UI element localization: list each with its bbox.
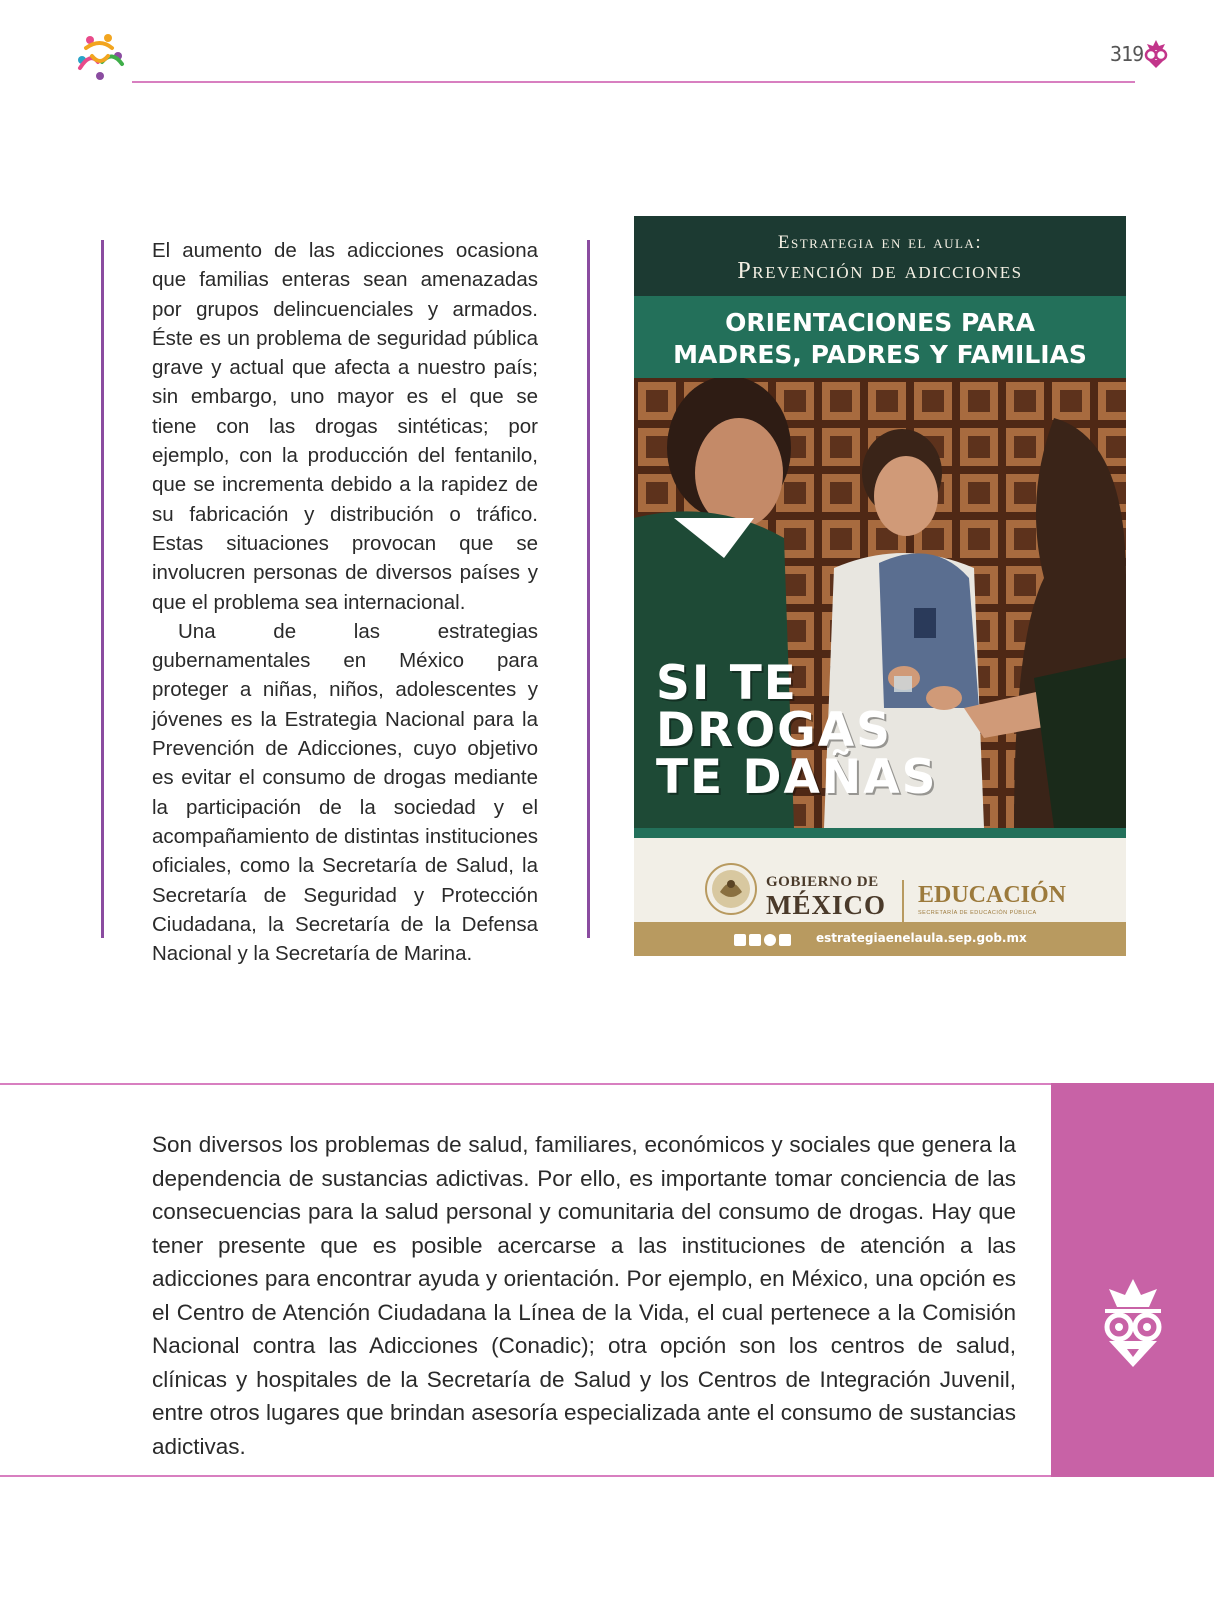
- poster-slogan: [656, 656, 938, 805]
- header-logo: [72, 32, 128, 84]
- bottom-box-text: [152, 1128, 1016, 1463]
- column-bar-left: [101, 240, 104, 938]
- poster-green-stripe: [634, 828, 1126, 838]
- poster-title-line1: Estrategia en el aula:: [777, 232, 983, 253]
- facebook-icon: [734, 934, 746, 946]
- left-column-text: [152, 236, 538, 968]
- poster-subtitle-line2: MADRES, PADRES Y FAMILIAS: [673, 340, 1087, 369]
- box-rule-top: [0, 1083, 1051, 1085]
- educacion-title: EDUCACIÓN: [918, 882, 1067, 908]
- poster-photo: [634, 378, 1126, 828]
- header-rule: [132, 81, 1135, 83]
- side-panel: [1051, 1083, 1214, 1477]
- poster-slogan-line1: SI TE: [656, 656, 798, 711]
- header-ornament: [1144, 40, 1168, 68]
- poster-slogan-line3: TE DAÑAS: [656, 750, 938, 805]
- poster-logos: [634, 838, 1126, 934]
- poster-title-band: [634, 216, 1126, 296]
- column-bar-right: [587, 240, 590, 938]
- twitter-icon: [749, 934, 761, 946]
- logo-divider: [902, 880, 904, 922]
- colorful-dancers-logo-icon: [72, 32, 128, 84]
- paragraph: Una de las estrategias gubernamentales en México para proteger a niñas, niños, adolescentes y jóvenes es la Estrategia Nacional para la Prevención de Adicciones, cuyo objetivo es evitar el consumo de drogas mediante la participación de la sociedad y el acompañamiento de distintas instituciones oficiales, como la Secretaría de Salud, la Secretaría de Seguridad y Protección Ciudadana, la Secretaría de la Defensa Nacional y la Secretaría de Marina.: [152, 619, 538, 966]
- poster-subtitle-band: [634, 296, 1126, 378]
- poster-url: estrategiaenelaula.sep.gob.mx: [816, 931, 1027, 945]
- poster-footer: [634, 922, 1126, 956]
- pink-ornament-icon: [1144, 40, 1168, 68]
- poster: [634, 216, 1126, 956]
- white-ornament-icon: [1101, 1279, 1165, 1367]
- instagram-icon: [764, 934, 776, 946]
- mexico-coat-of-arms-icon: [704, 862, 758, 916]
- poster-slogan-line2: DROGAS: [656, 703, 892, 758]
- gobierno-line1: GOBIERNO DE: [766, 874, 879, 890]
- social-icons: [734, 932, 794, 946]
- page-number: 319: [1110, 42, 1144, 66]
- box-rule-bottom: [0, 1475, 1051, 1477]
- youtube-icon: [779, 934, 791, 946]
- paragraph: El aumento de las adicciones ocasiona que familias enteras sean amenazadas por grupos delincuenciales y armados. Éste es un problema de seguridad pública grave y actual que afecta a nuestro país; sin embargo, uno mayor es el que se tiene con las drogas sintéticas; por ejemplo, con la producción del fentanilo, que se incrementa debido a la rapidez de su fabricación y distribución o tráfico. Estas situaciones provocan que se involucren personas de diversos países y que el problema sea internacional.: [152, 239, 538, 614]
- poster-title-line2: Prevención de adicciones: [737, 258, 1023, 284]
- educacion-subtitle: SECRETARÍA DE EDUCACIÓN PÚBLICA: [918, 910, 1037, 916]
- paragraph: Son diversos los problemas de salud, familiares, económicos y sociales que genera la dependencia de sustancias adictivas. Por ello, es importante tomar conciencia de las consecuencias para la salud personal y comunitaria del consumo de drogas. Hay que tener presente que es posible acercarse a las instituciones de atención a las adicciones para encontrar ayuda y orientación. Por ejemplo, en México, una opción es el Centro de Atención Ciudadana la Línea de la Vida, el cual pertenece a la Comisión Nacional contra las Adicciones (Conadic); otra opción son los centros de salud, clínicas y hospitales de la Secretaría de Salud y los Centros de Integración Juvenil, entre otros lugares que brindan asesoría especializada ante el consumo de sustancias adictivas.: [152, 1132, 1016, 1459]
- gobierno-line2: MÉXICO: [766, 890, 886, 920]
- poster-subtitle-line1: ORIENTACIONES PARA: [725, 308, 1035, 337]
